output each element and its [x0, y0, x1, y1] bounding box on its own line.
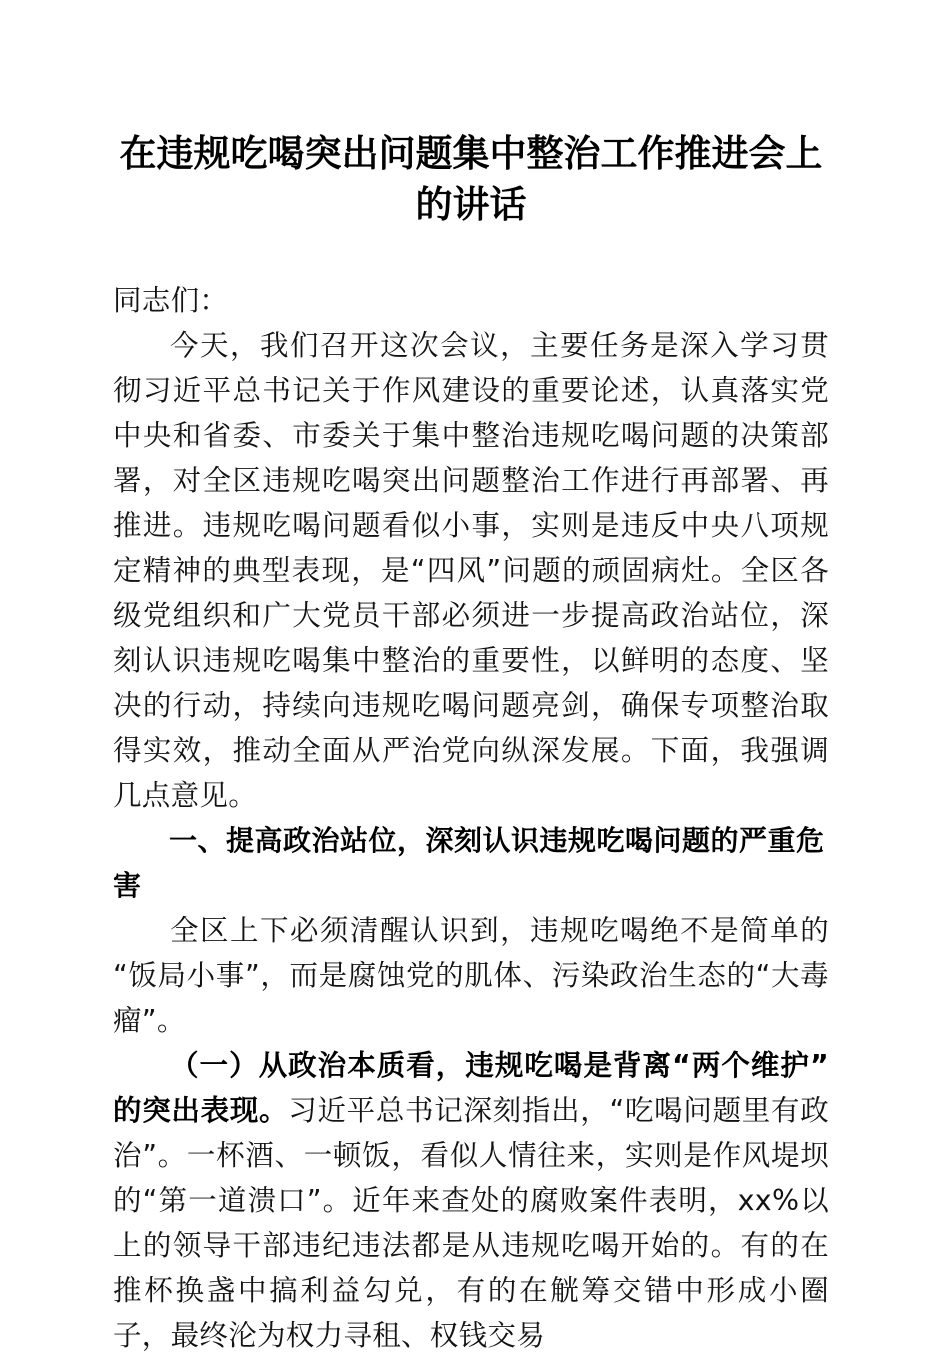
subsection-one-lead: （一）从政治本质看，违规吃喝是背离“两个维护”的突出表现。 — [113, 1049, 829, 1127]
section-heading-one: 一、提高政治站位，深刻认识违规吃喝问题的严重危害 — [113, 825, 825, 901]
document-title-text: 在违规吃喝突出问题集中整治工作推进会上的讲话 — [119, 131, 823, 226]
opening-paragraph: 今天，我们召开这次会议，主要任务是深入学习贯彻习近平总书记关于作风建设的重要论述，认真落实党中央和省委、市委关于集中整治违规吃喝问题的决策部署，对全区违规吃喝突出问题整治工作进行再部署、再推进。违规吃喝问题看似小事，实则是违反中央八项规定精神的典型表现，是“四风”问题的顽固病灶。全区各级党组织和广大党员干部必须进一步提高政治站位，深刻认识违规吃喝集中整治的重要性，以鲜明的态度、坚决的行动，持续向违规吃喝问题亮剑，确保专项整治取得实效，推动全面从严治党向纵深发展。下面，我强调几点意见。 — [113, 329, 829, 812]
salutation: 同志们： — [113, 284, 229, 317]
document-title — [113, 128, 829, 230]
document-body — [113, 278, 829, 1358]
subsection-one-body: 习近平总书记深刻指出，“吃喝问题里有政治”。一杯酒、一顿饭，看似人情往来，实则是作风堤坝的“第一道溃口”。近年来查处的腐败案件表明，xx%以上的领导干部违纪违法都是从违规吃喝开始的。有的在推杯换盏中搞利益勾兑，有的在觥筹交错中形成小圈子，最终沦为权力寻租、权钱交易 — [113, 1094, 829, 1352]
section-one-intro-paragraph: 全区上下必须清醒认识到，违规吃喝绝不是简单的“饭局小事”，而是腐蚀党的肌体、污染政治生态的“大毒瘤”。 — [113, 914, 829, 1037]
subsection-one-paragraph — [113, 1043, 829, 1358]
